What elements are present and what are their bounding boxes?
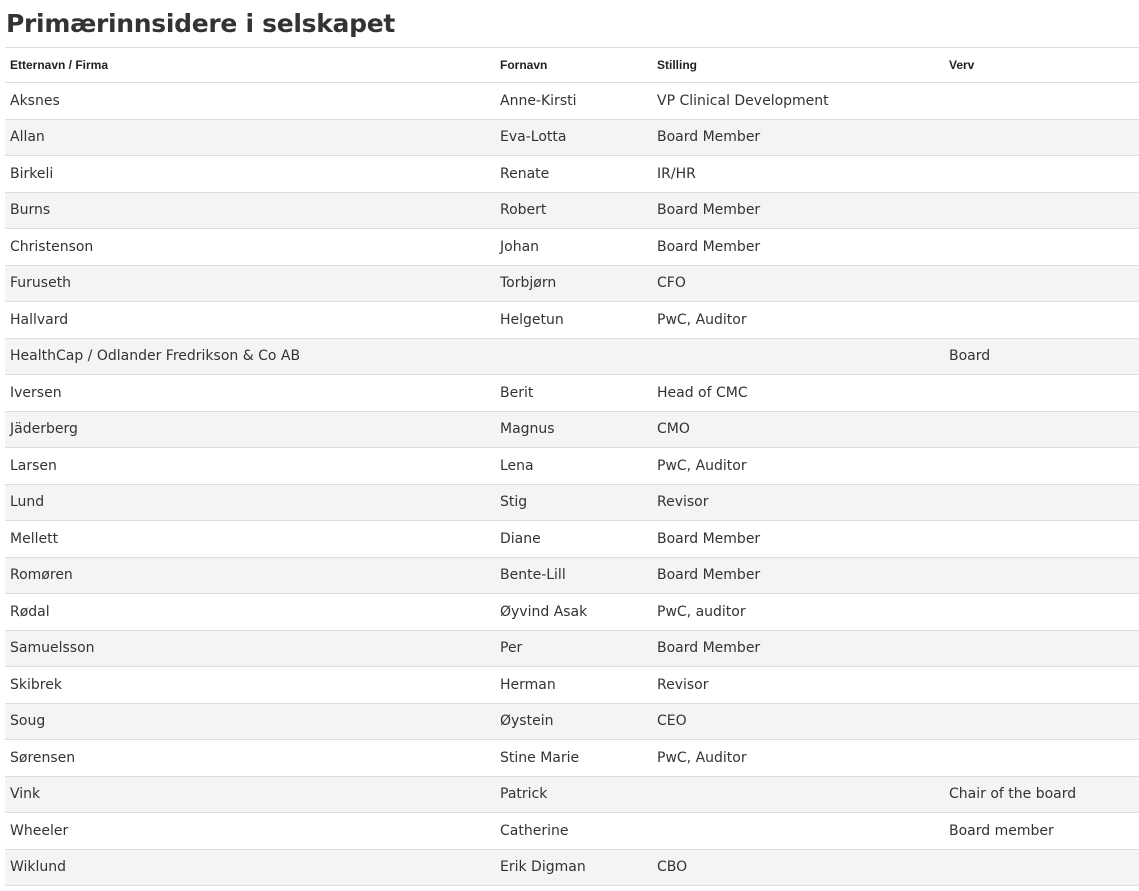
position-cell: Board Member bbox=[652, 119, 944, 156]
lastname-cell: Iversen bbox=[5, 375, 495, 412]
table-row bbox=[5, 375, 1139, 412]
position-cell bbox=[652, 776, 944, 813]
role-cell: Board bbox=[944, 338, 1139, 375]
column-header-position[interactable]: Stilling bbox=[652, 48, 944, 83]
table-row bbox=[5, 484, 1139, 521]
table-row bbox=[5, 229, 1139, 266]
role-cell: Chair of the board bbox=[944, 776, 1139, 813]
column-header-firstname[interactable]: Fornavn bbox=[495, 48, 652, 83]
role-cell bbox=[944, 375, 1139, 412]
role-cell bbox=[944, 594, 1139, 631]
lastname-cell: Lund bbox=[5, 484, 495, 521]
table-row bbox=[5, 667, 1139, 704]
table-row bbox=[5, 83, 1139, 120]
role-cell bbox=[944, 703, 1139, 740]
lastname-cell: Burns bbox=[5, 192, 495, 229]
firstname-cell: Diane bbox=[495, 521, 652, 558]
firstname-cell: Johan bbox=[495, 229, 652, 266]
table-row bbox=[5, 338, 1139, 375]
firstname-cell: Anne-Kirsti bbox=[495, 83, 652, 120]
table-row bbox=[5, 849, 1139, 886]
position-cell: PwC, Auditor bbox=[652, 302, 944, 339]
position-cell: PwC, Auditor bbox=[652, 448, 944, 485]
firstname-cell: Catherine bbox=[495, 813, 652, 850]
role-cell bbox=[944, 265, 1139, 302]
lastname-cell: Soug bbox=[5, 703, 495, 740]
table-row bbox=[5, 302, 1139, 339]
position-cell: Board Member bbox=[652, 192, 944, 229]
table-row bbox=[5, 630, 1139, 667]
position-cell: PwC, Auditor bbox=[652, 740, 944, 777]
firstname-cell: Eva-Lotta bbox=[495, 119, 652, 156]
position-cell: CFO bbox=[652, 265, 944, 302]
lastname-cell: Jäderberg bbox=[5, 411, 495, 448]
role-cell bbox=[944, 521, 1139, 558]
lastname-cell: Romøren bbox=[5, 557, 495, 594]
lastname-cell: Wheeler bbox=[5, 813, 495, 850]
lastname-cell: Rødal bbox=[5, 594, 495, 631]
position-cell: Board Member bbox=[652, 630, 944, 667]
firstname-cell: Erik Digman bbox=[495, 849, 652, 886]
role-cell bbox=[944, 667, 1139, 704]
table-row bbox=[5, 156, 1139, 193]
firstname-cell: Øystein bbox=[495, 703, 652, 740]
position-cell: CMO bbox=[652, 411, 944, 448]
firstname-cell: Per bbox=[495, 630, 652, 667]
firstname-cell bbox=[495, 338, 652, 375]
position-cell: Revisor bbox=[652, 484, 944, 521]
lastname-cell: Mellett bbox=[5, 521, 495, 558]
role-cell bbox=[944, 83, 1139, 120]
role-cell bbox=[944, 484, 1139, 521]
table-row bbox=[5, 265, 1139, 302]
role-cell bbox=[944, 156, 1139, 193]
firstname-cell: Bente-Lill bbox=[495, 557, 652, 594]
role-cell bbox=[944, 557, 1139, 594]
position-cell: CBO bbox=[652, 849, 944, 886]
lastname-cell: Sørensen bbox=[5, 740, 495, 777]
firstname-cell: Robert bbox=[495, 192, 652, 229]
position-cell: Head of CMC bbox=[652, 375, 944, 412]
position-cell: Board Member bbox=[652, 229, 944, 266]
table-body bbox=[5, 83, 1139, 886]
firstname-cell: Magnus bbox=[495, 411, 652, 448]
role-cell: Board member bbox=[944, 813, 1139, 850]
table-row bbox=[5, 557, 1139, 594]
lastname-cell: Hallvard bbox=[5, 302, 495, 339]
column-header-role[interactable]: Verv bbox=[944, 48, 1139, 83]
firstname-cell: Renate bbox=[495, 156, 652, 193]
lastname-cell: Skibrek bbox=[5, 667, 495, 704]
firstname-cell: Stig bbox=[495, 484, 652, 521]
role-cell bbox=[944, 740, 1139, 777]
firstname-cell: Stine Marie bbox=[495, 740, 652, 777]
lastname-cell: Furuseth bbox=[5, 265, 495, 302]
table-row bbox=[5, 521, 1139, 558]
position-cell: VP Clinical Development bbox=[652, 83, 944, 120]
position-cell: PwC, auditor bbox=[652, 594, 944, 631]
firstname-cell: Øyvind Asak bbox=[495, 594, 652, 631]
table-header-row bbox=[5, 48, 1139, 83]
position-cell bbox=[652, 813, 944, 850]
role-cell bbox=[944, 411, 1139, 448]
table-row bbox=[5, 119, 1139, 156]
lastname-cell: Birkeli bbox=[5, 156, 495, 193]
firstname-cell: Lena bbox=[495, 448, 652, 485]
lastname-cell: Wiklund bbox=[5, 849, 495, 886]
table-row bbox=[5, 813, 1139, 850]
column-header-lastname[interactable]: Etternavn / Firma bbox=[5, 48, 495, 83]
lastname-cell: Allan bbox=[5, 119, 495, 156]
role-cell bbox=[944, 448, 1139, 485]
insiders-table bbox=[5, 47, 1139, 886]
firstname-cell: Berit bbox=[495, 375, 652, 412]
table-row bbox=[5, 448, 1139, 485]
position-cell: Board Member bbox=[652, 557, 944, 594]
table-row bbox=[5, 740, 1139, 777]
position-cell: CEO bbox=[652, 703, 944, 740]
role-cell bbox=[944, 630, 1139, 667]
role-cell bbox=[944, 849, 1139, 886]
role-cell bbox=[944, 302, 1139, 339]
role-cell bbox=[944, 229, 1139, 266]
table-row bbox=[5, 411, 1139, 448]
role-cell bbox=[944, 119, 1139, 156]
table-row bbox=[5, 192, 1139, 229]
lastname-cell: Vink bbox=[5, 776, 495, 813]
position-cell: Board Member bbox=[652, 521, 944, 558]
firstname-cell: Helgetun bbox=[495, 302, 652, 339]
table-row bbox=[5, 594, 1139, 631]
firstname-cell: Torbjørn bbox=[495, 265, 652, 302]
lastname-cell: Larsen bbox=[5, 448, 495, 485]
table-row bbox=[5, 776, 1139, 813]
firstname-cell: Patrick bbox=[495, 776, 652, 813]
lastname-cell: Aksnes bbox=[5, 83, 495, 120]
lastname-cell: Samuelsson bbox=[5, 630, 495, 667]
position-cell: IR/HR bbox=[652, 156, 944, 193]
table-row bbox=[5, 703, 1139, 740]
position-cell: Revisor bbox=[652, 667, 944, 704]
lastname-cell: Christenson bbox=[5, 229, 495, 266]
lastname-cell: HealthCap / Odlander Fredrikson & Co AB bbox=[5, 338, 495, 375]
page-title: Primærinnsidere i selskapet bbox=[6, 9, 396, 38]
firstname-cell: Herman bbox=[495, 667, 652, 704]
position-cell bbox=[652, 338, 944, 375]
role-cell bbox=[944, 192, 1139, 229]
